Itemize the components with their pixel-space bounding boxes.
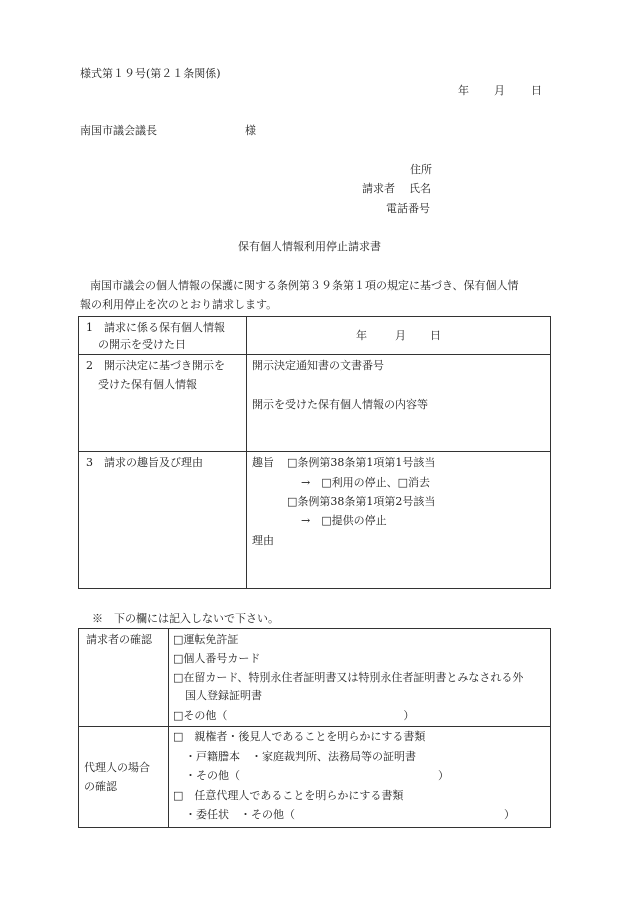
row1-label-line2: の開示を受けた日 [98,338,186,351]
form-number: 様式第１９号(第２１条関係) [80,67,221,80]
row1-month[interactable]: 月 [395,329,406,342]
guardian-document-other: ・その他（ ） [185,769,449,782]
agent-check-label-line2: の確認 [84,780,117,793]
check-residence-card-cont: 国人登録証明書 [185,689,262,702]
requester-check-label: 請求者の確認 [86,633,152,646]
intro-line-2: 報の利用停止を次のとおり請求します。 [80,298,278,311]
notice-number-field[interactable]: 開示決定通知書の文書番号 [252,359,384,372]
intro-line-1: 南国市議会の個人情報の保護に関する条例第３９条第１項の規定に基づき、保有個人情 [90,279,519,292]
voluntary-agent-document-types: ・委任状 ・その他（ ） [185,808,515,821]
check-drivers-license[interactable]: □運転免許証 [173,633,239,646]
disclosed-content-field[interactable]: 開示を受けた保有個人情報の内容等 [252,398,428,411]
check-residence-card[interactable]: □在留カード、特別永住者証明書又は特別永住者証明書とみなされる外 [173,671,524,684]
check-guardian-documents[interactable]: □ 親権者・後見人であることを明らかにする書類 [173,730,426,743]
name-label: 氏名 [409,182,431,195]
option-stop-use-or-delete[interactable]: → □利用の停止、□消去 [301,476,431,489]
agent-check-label-line1: 代理人の場合 [84,761,150,774]
check-individual-number-card[interactable]: □個人番号カード [173,652,261,665]
option-article38-item2[interactable]: □条例第38条第1項第2号該当 [287,495,436,508]
guardian-document-types: ・戸籍謄本 ・家庭裁判所、法務局等の証明書 [185,750,416,763]
row2-label-line1: 2 開示決定に基づき開示を [86,359,225,372]
purpose-label: 趣旨 [252,456,274,469]
option-stop-provision[interactable]: → □提供の停止 [301,514,387,527]
check-other[interactable]: □その他（ ） [173,709,415,722]
page-title: 保有個人情報利用停止請求書 [238,240,381,253]
row1-day[interactable]: 日 [430,329,441,342]
address-label: 住所 [410,163,432,176]
phone-label: 電話番号 [386,202,430,215]
date-day-label: 日 [531,84,542,97]
date-month-label: 月 [494,84,505,97]
row1-label-line1: 1 請求に係る保有個人情報 [86,321,225,334]
requester-label: 請求者 [362,182,395,195]
addressee-name: 南国市議会議長 [80,124,157,137]
row1-year[interactable]: 年 [356,329,367,342]
check-voluntary-agent-documents[interactable]: □ 任意代理人であることを明らかにする書類 [173,789,404,802]
office-use-note: ※ 下の欄には記入しないで下さい。 [92,612,279,625]
row3-label: 3 請求の趣旨及び理由 [86,456,203,469]
reason-label: 理由 [252,534,274,547]
addressee-honorific: 様 [245,124,256,137]
option-article38-item1[interactable]: □条例第38条第1項第1号該当 [287,456,436,469]
date-year-label: 年 [458,84,469,97]
row2-label-line2: 受けた保有個人情報 [98,378,197,391]
